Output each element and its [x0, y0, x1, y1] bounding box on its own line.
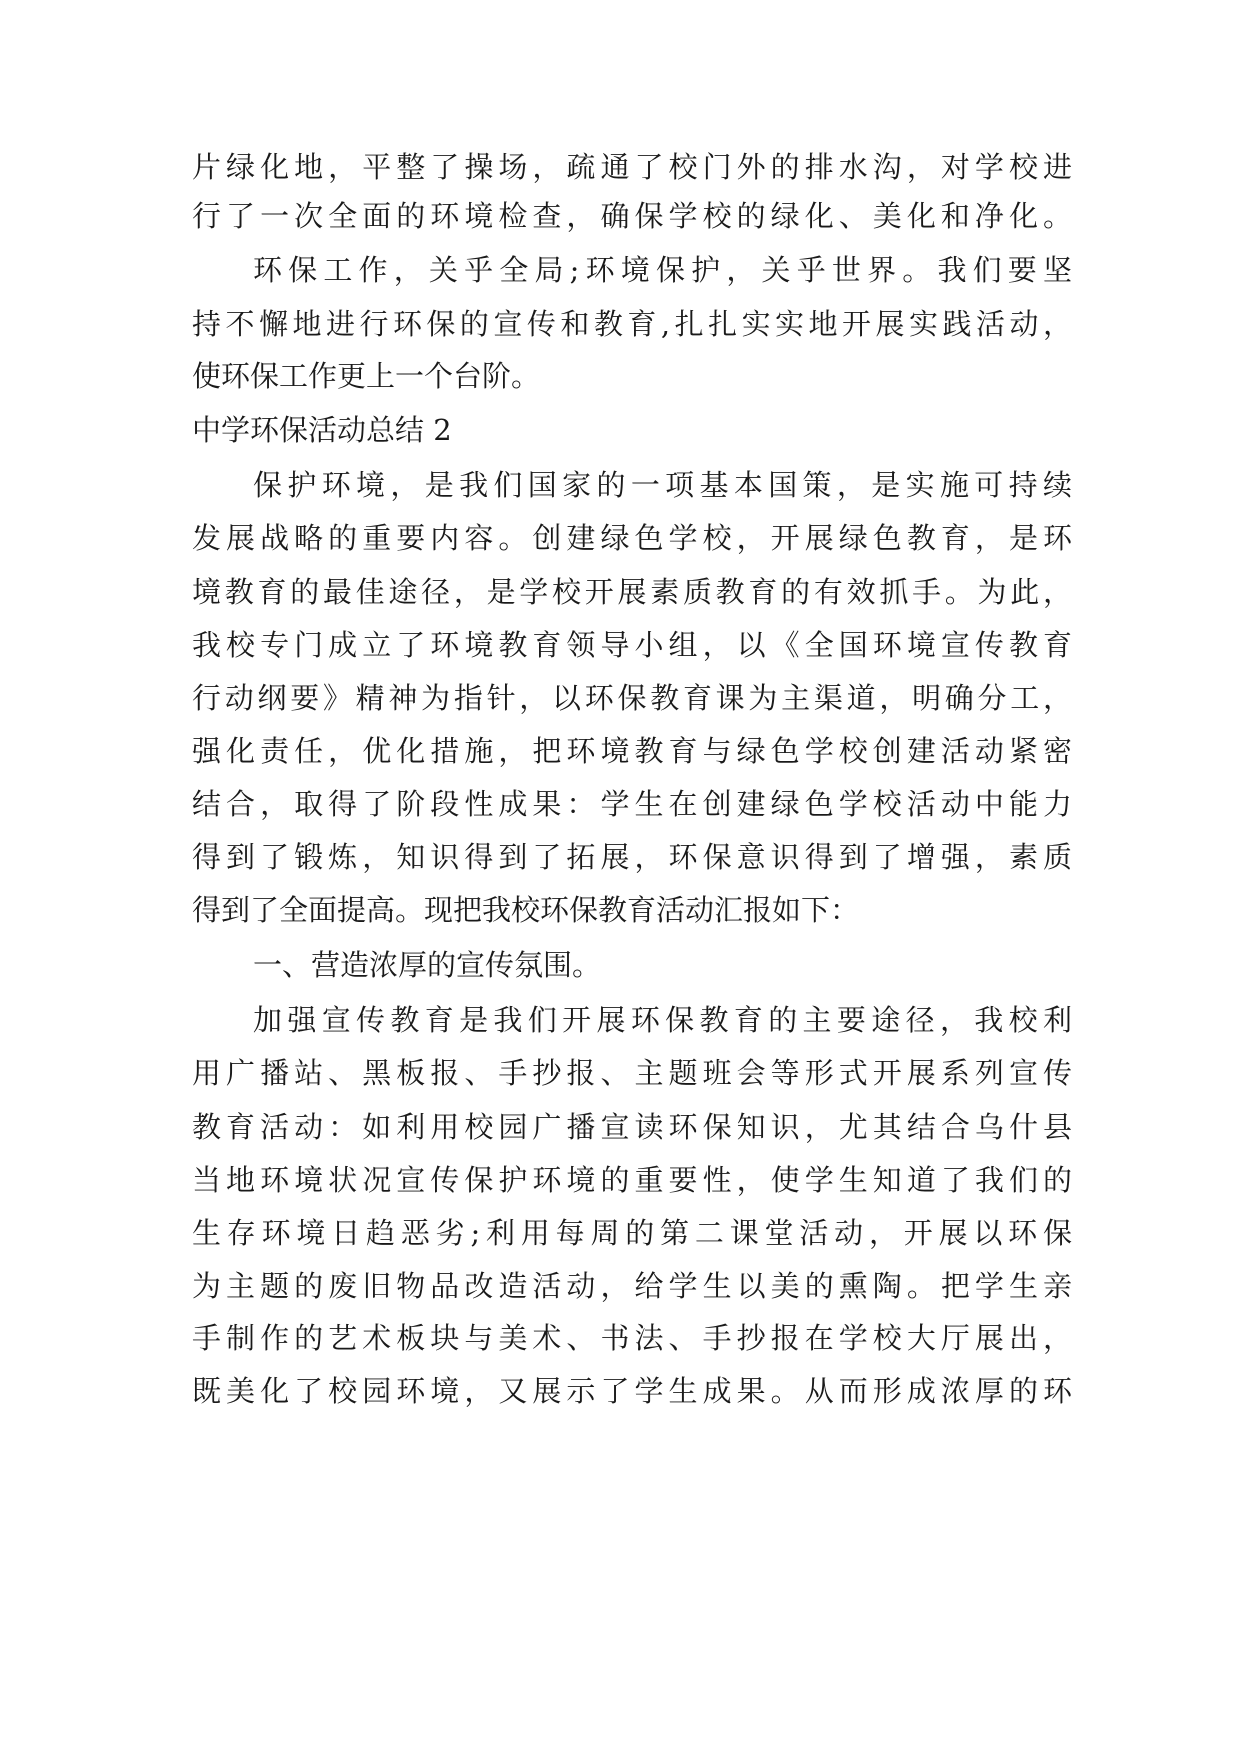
text-line: 用广播站、黑板报、手抄报、主题班会等形式开展系列宣传 — [192, 1056, 1072, 1090]
text-line: 得到了锻炼，知识得到了拓展，环保意识得到了增强，素质 — [192, 840, 1072, 874]
text-line: 教育活动：如利用校园广播宣读环保知识，尤其结合乌什县 — [192, 1110, 1072, 1144]
section-heading: 中学环保活动总结 2 — [192, 413, 452, 447]
text-line: 持不懈地进行环保的宣传和教育,扎扎实实地开展实践活动， — [192, 307, 1072, 341]
text-line: 当地环境状况宣传保护环境的重要性，使学生知道了我们的 — [192, 1163, 1072, 1197]
text-line: 生存环境日趋恶劣;利用每周的第二课堂活动，开展以环保 — [192, 1216, 1072, 1250]
text-line: 为主题的废旧物品改造活动，给学生以美的熏陶。把学生亲 — [192, 1269, 1072, 1303]
text-line: 使环保工作更上一个台阶。 — [192, 359, 541, 393]
text-line: 得到了全面提高。现把我校环保教育活动汇报如下： — [192, 893, 860, 927]
text-line: 片绿化地，平整了操场，疏通了校门外的排水沟，对学校进 — [192, 150, 1072, 184]
text-line: 结合，取得了阶段性成果：学生在创建绿色学校活动中能力 — [192, 787, 1072, 821]
text-line: 行了一次全面的环境检查，确保学校的绿化、美化和净化。 — [192, 199, 1072, 233]
text-line: 行动纲要》精神为指针，以环保教育课为主渠道，明确分工， — [192, 681, 1072, 715]
text-line: 环保工作，关乎全局;环境保护，关乎世界。我们要坚 — [253, 253, 1072, 287]
list-heading: 一、营造浓厚的宣传氛围。 — [253, 948, 602, 982]
text-line: 保护环境，是我们国家的一项基本国策，是实施可持续 — [253, 468, 1072, 502]
text-line: 我校专门成立了环境教育领导小组，以《全国环境宣传教育 — [192, 628, 1072, 662]
text-line: 加强宣传教育是我们开展环保教育的主要途径，我校利 — [253, 1003, 1072, 1037]
text-line: 发展战略的重要内容。创建绿色学校，开展绿色教育，是环 — [192, 521, 1072, 555]
text-line: 强化责任，优化措施，把环境教育与绿色学校创建活动紧密 — [192, 734, 1072, 768]
text-line: 既美化了校园环境，又展示了学生成果。从而形成浓厚的环 — [192, 1374, 1072, 1408]
text-line: 手制作的艺术板块与美术、书法、手抄报在学校大厅展出， — [192, 1321, 1072, 1355]
text-line: 境教育的最佳途径，是学校开展素质教育的有效抓手。为此， — [192, 575, 1072, 609]
